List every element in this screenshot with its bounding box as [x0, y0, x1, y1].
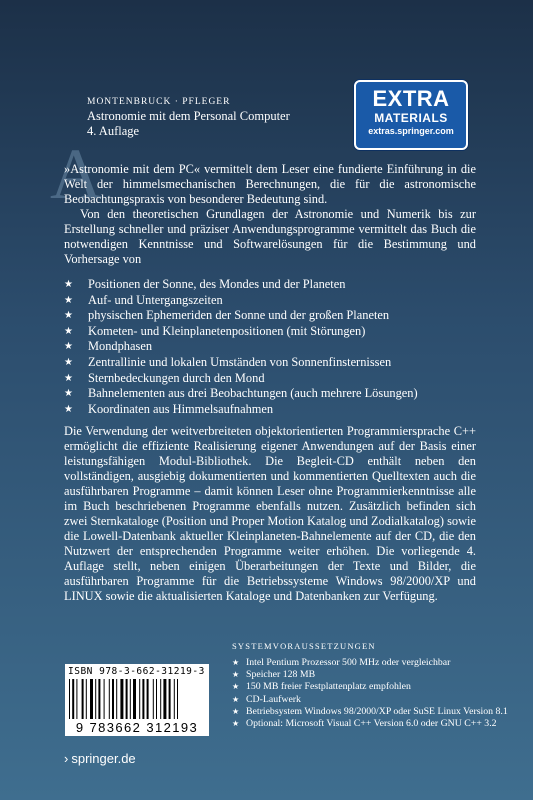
star-icon: ★ — [64, 341, 73, 353]
publisher-name: springer.de — [71, 751, 136, 766]
list-item: ★ 150 MB freier Festplattenplatz empfohlen — [232, 681, 411, 693]
star-icon: ★ — [64, 403, 73, 415]
star-icon: ★ — [64, 279, 73, 290]
star-icon: ★ — [232, 694, 240, 704]
edition: 4. Auflage — [87, 124, 140, 138]
big-initial-letter: A — [50, 134, 102, 214]
list-item: ★ Sternbedeckungen durch den Mond — [64, 370, 265, 385]
star-icon: ★ — [232, 719, 240, 729]
publisher-link[interactable] — [64, 751, 136, 766]
barcode — [65, 664, 209, 736]
list-item: ★ Intel Pentium Prozessor 500 MHz oder vergleichbar — [232, 657, 451, 668]
list-item: ★ Betriebsystem Windows 98/2000/XP oder SuSE Linux Version 8.1 — [232, 705, 508, 717]
badge-line-materials: MATERIALS — [374, 111, 448, 125]
book-title: Astronomie mit dem Personal Computer — [87, 109, 290, 123]
list-item: ★ Optional: Microsoft Visual C++ Version 6.0 oder GNU C++ 3.2 — [232, 718, 497, 730]
list-item: ★ Auf- und Untergangszeiten — [64, 292, 223, 307]
intro-paragraph-2: Von den theoretischen Grundlagen der Astronomie und Numerik bis zur Erstellung schneller und präziser Anwendungsprogramme vermittelt das Buch die notwendigen Kenntnisse und Softwarelösungen für die Bestimmung und Vorhersage von — [64, 207, 476, 266]
star-icon: ★ — [232, 658, 240, 667]
isbn-text: ISBN 978-3-662-31219-3 — [68, 666, 205, 677]
list-item: ★ Speicher 128 MB — [232, 669, 316, 681]
intro-paragraph-1: »Astronomie mit dem PC« vermittelt dem Leser eine fundierte Einführung in die Welt der himmelsmechanischen Berechnungen, die für die astronomische Beobachtungspraxis von besonderer Bedeutung sind. — [64, 162, 476, 206]
extra-materials-badge[interactable] — [354, 80, 468, 150]
badge-line-extra: EXTRA — [372, 86, 450, 111]
star-icon: ★ — [64, 388, 73, 400]
list-item: ★ CD-Laufwerk — [232, 693, 301, 705]
list-item: ★ Zentrallinie und lokalen Umständen von Sonnenfinsternissen — [64, 354, 392, 369]
list-item: ★ Bahnelementen aus drei Beobachtungen (auch mehrere Lösungen) — [64, 386, 418, 401]
chevron-right-icon: › — [64, 751, 69, 766]
list-item: ★ physischen Ephemeriden der Sonne und der großen Planeten — [64, 308, 390, 323]
star-icon: ★ — [232, 682, 240, 692]
barcode-bars-icon — [69, 679, 205, 719]
header — [87, 97, 347, 139]
ean-number: 9 783662 312193 — [75, 720, 199, 735]
star-icon: ★ — [64, 372, 73, 384]
requirements-title: SYSTEMVORAUSSETZUNGEN — [232, 641, 376, 651]
star-icon: ★ — [64, 294, 73, 306]
star-icon: ★ — [64, 325, 73, 337]
list-item: ★ Kometen- und Kleinplanetenpositionen (mit Störungen) — [64, 323, 366, 338]
badge-url: extras.springer.com — [368, 126, 454, 136]
list-item: ★ Positionen der Sonne, des Mondes und der Planeten — [64, 277, 346, 291]
star-icon: ★ — [64, 356, 73, 368]
star-icon: ★ — [232, 670, 240, 680]
description-paragraph: Die Verwendung der weitverbreiteten objektorientierten Programmiersprache C++ ermöglicht die effiziente Realisierung eigener Anwendungen auf der Basis einer leistungsfähigen Modul-Bibliothek. Die Begleit-CD enthält neben den vollständigen, ausgiebig dokumentierten und kommentierten Quelltexten auch die ausführbaren Programme – damit können Leser ohne Programmierkenntnisse alle im Buch beschriebenen Programme ebenfalls nutzen. Zusätzlich befinden sich zwei Sternkataloge (Position und Proper Motion Katalog und Zodialkatalog) sowie die Lowell-Datenbank aktueller Kleinplaneten-Bahnelemente auf der CD, die den Nutzwert der entsprechenden Programme weiter erhöhen. Die vorliegende 4. Auflage stellt, neben einigen Überarbeitungen der Texte und Bilder, die ausführbaren Programme für die Betriebssysteme Windows 98/2000/XP und LINUX sowie die aktualisierten Kataloge und Datenbanken zur Verfügung. — [64, 424, 476, 603]
list-item: ★ Koordinaten aus Himmelsaufnahmen — [64, 401, 274, 416]
star-icon: ★ — [232, 706, 240, 716]
list-item: ★ Mondphasen — [64, 339, 153, 354]
star-icon: ★ — [64, 310, 73, 322]
authors: MONTENBRUCK · PFLEGER — [87, 97, 231, 107]
feature-list — [64, 277, 484, 417]
requirements-list — [232, 657, 512, 730]
